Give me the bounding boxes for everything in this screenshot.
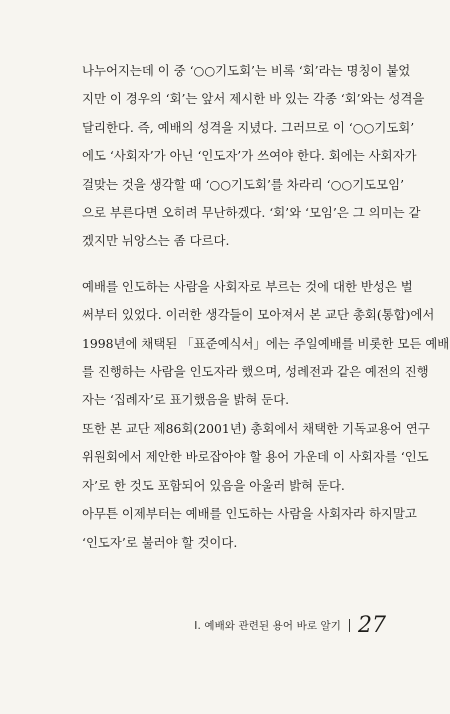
text-line: 써부터 있었다. 이러한 생각들이 모아져서 본 교단 총회(통합)에서 [82, 307, 435, 323]
text-line: 걸맞는 것을 생각할 때 ‘○○기도회’를 차라리 ‘○○기도모임’ [82, 176, 405, 192]
paragraph-gap [82, 256, 382, 273]
text-line: 지만 이 경우의 ‘회’는 앞서 제시한 바 있는 각종 ‘회’와는 성격을 [82, 91, 425, 107]
text-line: 자’로 한 것도 포함되어 있음을 아울러 밝혀 둔다. [82, 477, 345, 493]
body-text [82, 57, 450, 557]
paragraph-1 [82, 57, 425, 256]
text-line: 으로 부른다면 오히려 무난하겠다. ‘회’와 ‘모임’은 그 의미는 같 [82, 205, 421, 221]
text-line: 나누어지는데 이 중 ‘○○기도회’는 비록 ‘회’라는 명칭이 붙었 [82, 63, 411, 78]
text-line: 예배를 인도하는 사람을 사회자로 부르는 것에 대한 반성은 벌 [82, 278, 413, 294]
text-line: 겠지만 뉘앙스는 좀 다르다. [82, 233, 230, 249]
paragraph-2 [82, 273, 450, 415]
text-line: 1998년에 채택된 「표준예식서」에는 주일예배를 비롯한 모든 예배 [82, 335, 450, 351]
paragraph-4 [82, 500, 417, 557]
page-footer [194, 610, 386, 640]
text-line: 를 진행하는 사람을 인도자라 했으며, 성례전과 같은 예전의 진행 [82, 364, 429, 380]
text-line: 위원회에서 제안한 바로잡아야 할 용어 가운데 이 사회자를 ‘인도 [82, 449, 429, 465]
paragraph-3 [82, 415, 430, 500]
text-line: ‘인도자’로 불러야 할 것이다. [82, 534, 238, 550]
page-number: 27 [358, 612, 386, 638]
text-line: 자는 ‘집례자’로 표기했음을 밝혀 둔다. [82, 392, 290, 408]
text-line: 에도 ‘사회자’가 아닌 ‘인도자’가 쓰여야 한다. 회에는 사회자가 [82, 148, 417, 164]
text-line: 또한 본 교단 제86회(2001년) 총회에서 채택한 기독교용어 연구 [82, 420, 430, 436]
running-head: I. 예배와 관련된 용어 바로 알기 [194, 619, 341, 632]
footer-divider [349, 619, 350, 632]
text-line: 달리한다. 즉, 예배의 성격을 지녔다. 그러므로 이 ‘○○기도회’ [82, 119, 415, 135]
text-line: 아무튼 이제부터는 예배를 인도하는 사람을 사회자라 하지말고 [82, 506, 417, 522]
